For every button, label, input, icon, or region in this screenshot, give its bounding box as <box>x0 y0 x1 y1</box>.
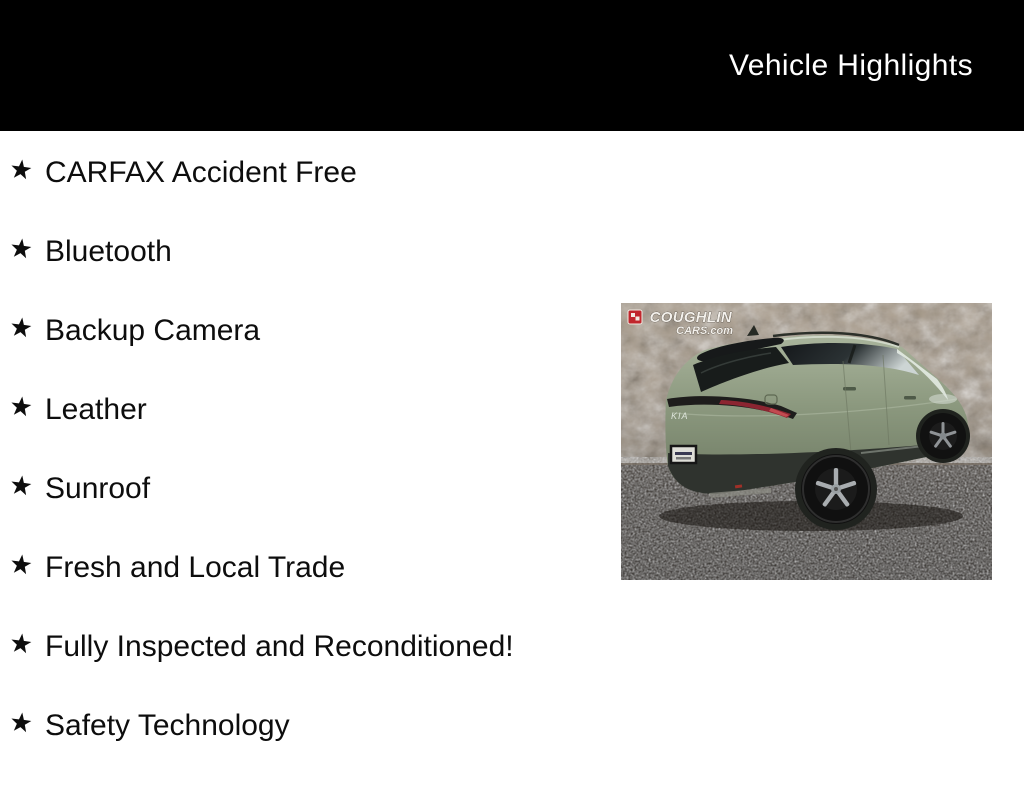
star-icon <box>10 475 32 497</box>
page-title: Vehicle Highlights <box>728 48 973 82</box>
highlights-list <box>10 155 514 787</box>
watermark-line1: COUGHLIN <box>649 309 732 326</box>
highlight-text: Leather <box>45 393 147 426</box>
star-icon <box>10 554 32 576</box>
rear-wheel <box>795 448 877 530</box>
highlight-item <box>10 392 514 471</box>
highlight-item <box>10 234 514 313</box>
star-icon <box>10 633 32 655</box>
highlight-item <box>10 629 514 708</box>
highlight-text: Safety Technology <box>45 709 290 742</box>
star-icon <box>10 317 32 339</box>
highlight-text: Fresh and Local Trade <box>45 551 346 584</box>
highlight-item <box>10 471 514 550</box>
highlight-text: Sunroof <box>45 472 151 505</box>
front-wheel <box>916 409 970 463</box>
star-icon <box>10 712 32 734</box>
highlight-item <box>10 313 514 392</box>
highlight-item <box>10 708 514 787</box>
vehicle-photo <box>621 303 992 580</box>
star-icon <box>10 159 32 181</box>
door-handle <box>904 396 916 400</box>
highlight-text: Backup Camera <box>45 314 261 347</box>
header-bar <box>0 0 1024 131</box>
watermark-line2: CARS.com <box>676 325 733 337</box>
highlight-text: Fully Inspected and Reconditioned! <box>45 630 514 663</box>
kia-badge: KIA <box>671 411 689 421</box>
highlight-item <box>10 155 514 234</box>
license-plate <box>671 446 696 463</box>
star-icon <box>10 238 32 260</box>
vehicle-photo-scene <box>621 303 992 580</box>
highlight-text: Bluetooth <box>45 235 172 268</box>
highlight-item <box>10 550 514 629</box>
star-icon <box>10 396 32 418</box>
highlight-text: CARFAX Accident Free <box>45 156 357 189</box>
